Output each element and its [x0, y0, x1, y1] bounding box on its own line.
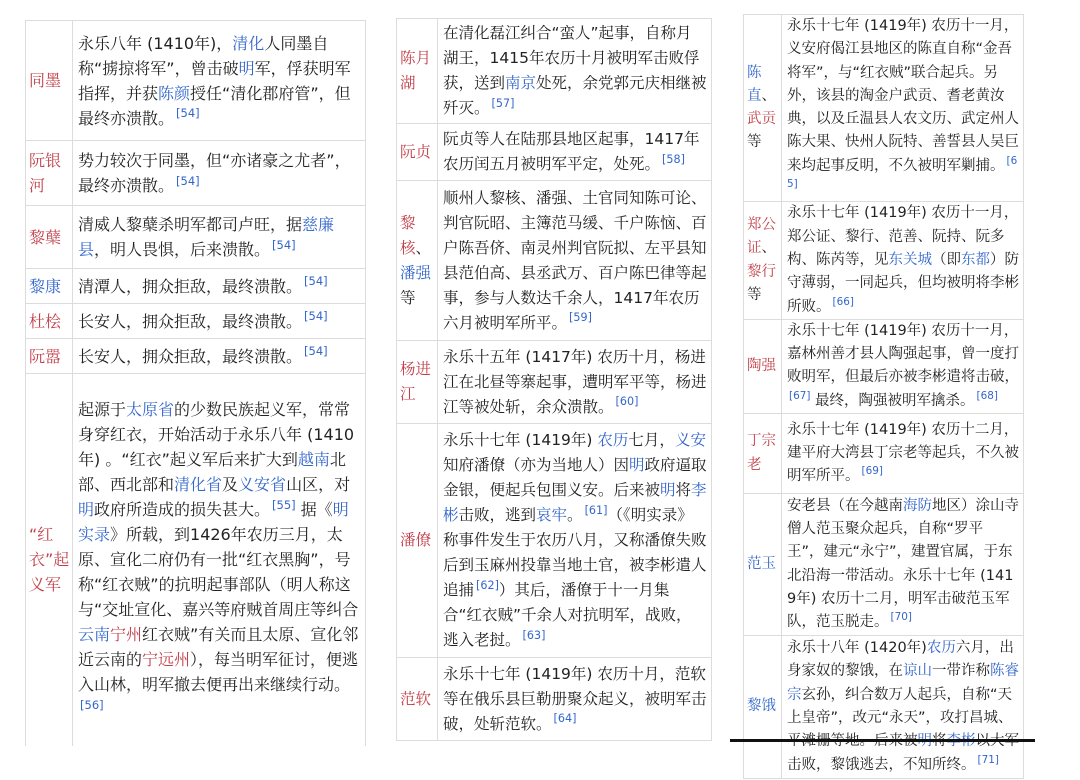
table-row [26, 304, 366, 339]
wiki-link[interactable]: 阮贞 [400, 142, 432, 161]
citation-link[interactable]: [59] [569, 311, 592, 325]
citation-link[interactable]: [71] [977, 753, 999, 766]
text-segment: 北部、西北部和 [78, 450, 346, 495]
text-segment: 政府逼取金银，便起兵包围义安。后来被 [443, 456, 707, 499]
text-segment: 、 [761, 240, 776, 257]
text-segment: 永乐十七年 (1419年) 农历十一月，郑公证、黎行、范善、阮持、阮多构、陈芮等，见 [787, 205, 1019, 268]
text-segment: 一带诈称 [932, 663, 990, 680]
table-row [26, 374, 366, 746]
table-row [397, 341, 712, 424]
text-segment: 永乐十七年 (1419年) 农历十二月，建平府大湾县丁宗老等起兵，不久被明军所平。 [787, 421, 1019, 485]
description-cell [73, 304, 366, 339]
text-segment: 。 [567, 506, 583, 524]
wiki-link[interactable]: 阮嚣 [29, 346, 62, 366]
text-segment: 山区，对 [286, 475, 351, 495]
description-cell [73, 374, 366, 746]
citation-link[interactable]: [57] [491, 96, 515, 110]
citation-link[interactable]: [63] [522, 628, 546, 642]
table-body [26, 21, 366, 746]
wiki-link[interactable]: 陈颜 [158, 83, 191, 103]
text-segment: 永乐十七年 (1419年) 农历十一月，嘉林州善才县人陶强起事，曾一度打败明军，但最后亦被李彬遣将击破， [787, 322, 1019, 386]
wiki-link[interactable]: 东关城 [888, 251, 932, 268]
citation-link[interactable]: [70] [890, 611, 912, 624]
table-body [744, 15, 1024, 779]
wiki-link[interactable]: 太原省 [126, 400, 175, 420]
rebel-leader-cell [397, 124, 438, 181]
wiki-link[interactable]: 明 [78, 500, 95, 520]
rebel-leader-cell [26, 206, 73, 269]
rebel-leader-cell [744, 15, 782, 202]
description-cell [782, 15, 1024, 202]
text-segment: 永乐十七年 (1419年) [443, 431, 598, 449]
citation-link[interactable]: [61] [584, 503, 608, 517]
citation-link[interactable]: [62] [476, 578, 499, 592]
rebel-leader-cell [744, 414, 782, 494]
rebel-leader-cell [26, 269, 73, 304]
description-cell [73, 141, 366, 206]
text-segment: 长安人，拥众拒敌，最终溃散。 [78, 346, 303, 366]
wiki-link[interactable]: 潘僚 [400, 531, 432, 549]
wiki-link[interactable]: 陶强 [747, 357, 776, 374]
wiki-link[interactable]: 同墨 [29, 71, 62, 90]
wiki-link[interactable]: 越南 [297, 450, 330, 470]
table-row [26, 141, 366, 206]
rebel-leader-cell [397, 341, 438, 424]
wiki-link[interactable]: 东都 [961, 251, 990, 268]
text-segment: 击败，逃到 [458, 506, 537, 524]
wiki-link[interactable]: 农历 [597, 431, 629, 449]
text-segment: 军，俘获明军指挥，并获 [78, 58, 351, 103]
table-row [744, 202, 1024, 319]
text-segment: 、 [415, 238, 432, 257]
text-segment: 的少数民族起义军，常常身穿红衣，开始活动于永乐八年 (1410年) 。“红衣”起义军后来扩大到 [78, 400, 355, 470]
text-segment: 顺州人黎核、潘强、土官同知陈可论、判官阮昭、主簿范马缓、千户陈恼、百户陈吾侪、南灵州判官阮拟、左平县知县范伯高、县丞武万、百户陈巴律等起事，参与人数达千余人，1417年农历六月被明军所平。 [443, 188, 707, 332]
citation-link[interactable]: [55] [272, 497, 296, 512]
text-segment: 等 [400, 288, 416, 307]
rebel-leader-cell [397, 19, 438, 124]
wiki-link[interactable]: 云南 [78, 625, 111, 645]
citation-link[interactable]: [58] [662, 152, 685, 166]
section-divider [730, 739, 1035, 742]
text-segment: 七月， [628, 431, 675, 449]
wiki-link[interactable]: 阮银河 [29, 151, 62, 195]
text-segment: 等 [747, 134, 762, 151]
text-segment: 起源于 [78, 400, 127, 420]
wiki-link[interactable]: 黎行 [747, 263, 776, 280]
wiki-link[interactable]: 义安 [674, 431, 706, 449]
description-cell [73, 339, 366, 374]
text-segment: 六月，出身家奴的黎饿，在 [787, 640, 1014, 680]
citation-link[interactable]: [64] [553, 712, 577, 726]
rebel-leader-cell [397, 658, 438, 741]
description-cell [782, 319, 1024, 413]
wiki-link[interactable]: 哀牢 [536, 506, 568, 524]
citation-link[interactable]: [56] [80, 697, 104, 712]
citation-link[interactable]: [54] [176, 173, 200, 188]
text-segment: 地区）涂山寺僧人范玉聚众起兵，自称“罗平王”，建元“永宁”，建置官属，于东北沿海一带活动。永乐十七年 (1419年) 农历十二月，明军击破范玉军队，范玉脱走。 [787, 497, 1019, 631]
table-row [397, 124, 712, 181]
wiki-link[interactable]: 陈直 [747, 64, 762, 104]
table-row [397, 424, 712, 658]
description-cell [73, 269, 366, 304]
table-row [744, 636, 1024, 779]
citation-link[interactable]: [67] [789, 389, 811, 402]
rebel-leader-cell [26, 304, 73, 339]
rebel-leader-cell [26, 141, 73, 206]
table-row [744, 319, 1024, 413]
text-segment: 》所载，到1426年农历三月，太原、宣化二府仍有一批“红衣黑胸”，号称“红衣贼”的抗明起事部队（明人称这与“交址宣化、嘉兴等府贼首周庄等纠合 [78, 525, 359, 620]
description-cell [438, 658, 712, 741]
text-segment: 在清化磊江纠合“蛮人”起事，自称月湖王，1415年农历十月被明军击败俘获，送到 [443, 24, 700, 92]
wiki-link[interactable]: 清化 [232, 33, 265, 53]
text-segment: 授任“清化郡府管”，但最终亦溃散。 [78, 83, 351, 128]
wiki-link[interactable]: 农历 [926, 640, 956, 657]
description-cell [782, 202, 1024, 319]
wiki-link[interactable]: 陈睿宗 [787, 663, 1019, 703]
wiki-link[interactable]: 杜桧 [29, 311, 62, 331]
wiki-link[interactable]: 宁州 [110, 625, 143, 645]
citation-link[interactable]: [68] [976, 389, 998, 402]
table-row [26, 206, 366, 269]
description-cell [782, 494, 1024, 636]
text-segment: 永乐十五年 (1417年) 农历十月，杨进江在北昼等寨起事，遭明军平等，杨进江等被处斩，余众溃散。 [443, 347, 707, 416]
text-segment: 人同墨自称“掳掠将军”，曾击破 [78, 33, 329, 78]
text-segment: 政府所造成的损失甚大。 [94, 500, 271, 520]
citation-link[interactable]: [54] [176, 106, 200, 121]
description-cell [438, 424, 712, 658]
table-row [26, 269, 366, 304]
rebel-leader-cell [26, 374, 73, 746]
text-segment: 红衣贼”有关而且太原、宣化邻近云南的 [78, 625, 359, 670]
description-cell [782, 636, 1024, 779]
wiki-link[interactable]: 明 [238, 58, 255, 78]
description-cell [438, 19, 712, 124]
citation-link[interactable]: [65] [787, 154, 1018, 191]
wiki-link[interactable]: 南京 [505, 74, 537, 92]
text-segment: 据《 [295, 500, 333, 520]
wiki-link[interactable]: 陈月湖 [400, 49, 432, 92]
description-cell [782, 414, 1024, 494]
table-row [397, 658, 712, 741]
rebel-leader-cell [26, 21, 73, 141]
text-segment: 击败，黎饿逃去，不知所终。 [787, 756, 976, 773]
text-segment: 势力较次于同墨，但“亦诸豪之尤者”，最终亦溃散。 [78, 151, 351, 195]
table-row [397, 181, 712, 341]
text-segment: 永乐八年 (1410年)， [78, 33, 233, 53]
table-row [744, 15, 1024, 202]
rebel-leader-cell [26, 339, 73, 374]
citation-link[interactable]: [66] [832, 295, 854, 308]
description-cell [73, 21, 366, 141]
wiki-link[interactable]: 海防 [903, 497, 932, 514]
table-row [26, 339, 366, 374]
rebel-leader-cell [744, 494, 782, 636]
rebel-leader-cell [397, 424, 438, 658]
wiki-link[interactable]: 武贡 [747, 111, 776, 128]
description-cell [438, 124, 712, 181]
citation-link[interactable]: [54] [304, 274, 328, 289]
text-segment: 阮贞等人在陆那县地区起事，1417年农历闰五月被明军平定，处死。 [443, 130, 700, 173]
text-segment: ）其后，潘僚于十一月集合“红衣贼”千余人对抗明军，战败，逃入老挝。 [443, 581, 692, 649]
table-row [744, 414, 1024, 494]
text-segment: 等 [747, 286, 762, 303]
text-segment: 清潭人，拥众拒敌，最终溃散。 [78, 276, 303, 296]
text-segment: 处死，余党郭元庆相继被歼灭。 [443, 74, 707, 117]
table-row [744, 494, 1024, 636]
table-body [397, 19, 712, 741]
text-segment: 永乐十八年 (1420年) [787, 640, 927, 657]
wiki-link[interactable]: 郑公证 [747, 217, 776, 257]
wiki-link[interactable]: 李彬 [443, 481, 707, 524]
text-segment: （即 [932, 251, 961, 268]
wiki-link[interactable]: 慈廉县 [78, 215, 335, 259]
wiki-link[interactable]: 谅山 [903, 663, 932, 680]
wiki-link[interactable]: 黎蘖 [29, 227, 62, 247]
wiki-link[interactable]: 潘强 [400, 263, 432, 282]
rebel-leader-cell [744, 636, 782, 779]
wiki-link[interactable]: 丁宗老 [747, 433, 776, 473]
wiki-link[interactable]: “红衣”起义军 [29, 525, 70, 595]
text-segment: 最终，陶强被明军擒杀。 [810, 392, 975, 409]
uprisings-table-1 [25, 20, 366, 746]
wiki-link[interactable]: 范软 [400, 689, 432, 708]
wiki-link[interactable]: 杨进江 [400, 360, 432, 403]
rebel-leader-cell [397, 181, 438, 341]
description-cell [438, 341, 712, 424]
rebel-leader-cell [744, 202, 782, 319]
text-segment: ）防守薄弱，一同起兵，但均被明将李彬所败。 [787, 251, 1019, 315]
text-segment: 清威人黎蘖杀明军都司卢旺，据 [78, 215, 303, 234]
wiki-link[interactable]: 宁远州 [142, 650, 191, 670]
text-segment: 玄孙，纠合数万人起兵，自称“天上皇帝”，改元“永天”，攻打昌城、 [787, 686, 1013, 727]
citation-link[interactable]: [69] [861, 465, 883, 478]
text-segment: 及 [222, 475, 239, 495]
citation-link[interactable]: [60] [615, 395, 639, 409]
citation-link[interactable]: [54] [304, 309, 328, 324]
text-segment: 永乐十七年 (1419年) 农历十一月，义安府偈江县地区的陈直自称“金吾将军”，与“红衣贼”联合起兵。另外，该县的淘金户武贡、耆老黄汝典，以及丘温县人农文历、武定州人陈大果、快州人阮特、善誓县人吴巨来均起事反明，不久被明军剿捕。 [787, 18, 1019, 174]
text-segment: 知府潘僚（亦为当地人）因 [443, 456, 630, 474]
wiki-link[interactable]: 清化省 [174, 475, 223, 495]
wiki-link[interactable]: 黎康 [29, 276, 62, 296]
text-segment: （《明实录》称事件发生于农历八月，又称潘僚失败后到玉麻州投靠当地土官，被李彬遣人追捕 [443, 506, 707, 599]
table-row [397, 19, 712, 124]
text-segment: 、 [761, 87, 776, 104]
text-segment: 永乐十七年 (1419年) 农历十月，范软等在俄乐县巨勒册聚众起义，被明军击破，处斩范软。 [443, 664, 707, 733]
wiki-link[interactable]: 义安省 [238, 475, 287, 495]
citation-link[interactable]: [54] [304, 344, 328, 359]
description-cell [438, 181, 712, 341]
text-segment: ，明人畏惧，后来溃散。 [94, 240, 271, 259]
wiki-link[interactable]: 范玉 [747, 555, 776, 572]
rebel-leader-cell [744, 319, 782, 413]
text-segment: ），每当明军征讨，便逃入山林，明军撤去便再出来继续行动。 [78, 650, 359, 695]
wiki-link[interactable]: 明实录 [78, 500, 349, 545]
wiki-link[interactable]: 明 [660, 481, 676, 499]
description-cell [73, 206, 366, 269]
wiki-link[interactable]: 黎核 [400, 213, 416, 257]
citation-link[interactable]: [54] [272, 237, 296, 252]
text-segment: 将 [675, 481, 692, 499]
uprisings-table-3 [743, 14, 1024, 779]
wiki-link[interactable]: 明 [629, 456, 645, 474]
text-segment: 长安人，拥众拒敌，最终溃散。 [78, 311, 303, 331]
wiki-link[interactable]: 黎饿 [747, 698, 776, 715]
text-segment: 安老县（在今越南 [787, 497, 903, 514]
table-row [26, 21, 366, 141]
uprisings-table-2 [396, 18, 712, 741]
